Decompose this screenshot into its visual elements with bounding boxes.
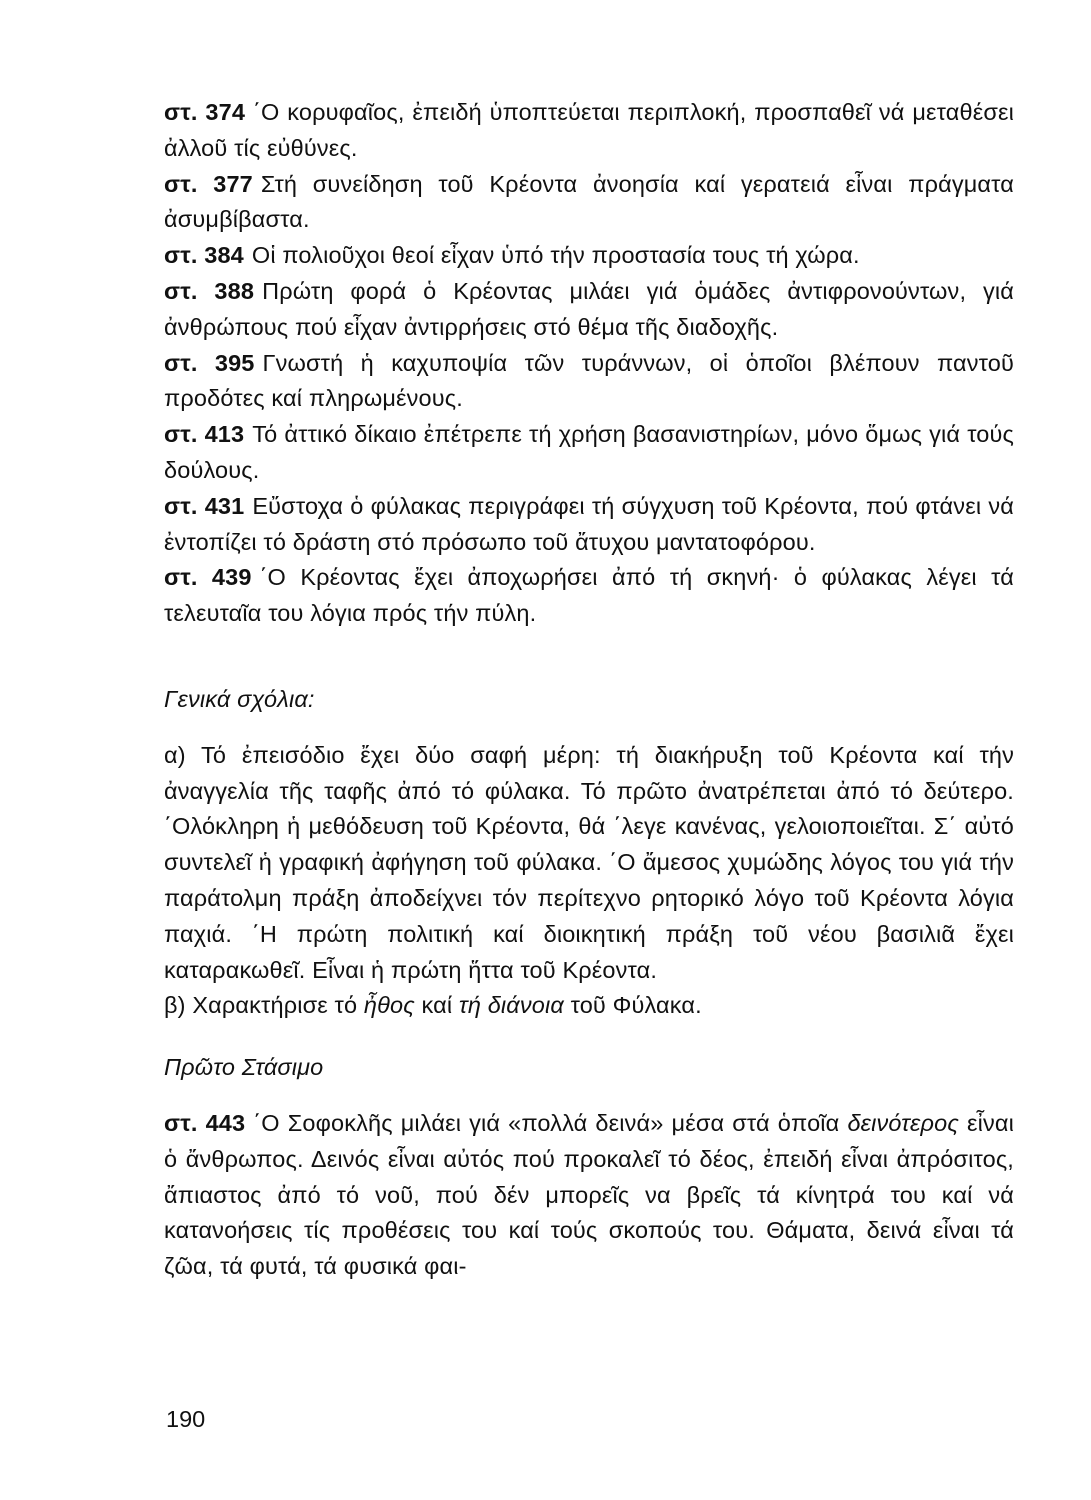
line-ref: στ. 443: [164, 1109, 246, 1136]
note-text: ΄Ο κορυφαῖος, ἐπειδή ὑποπτεύεται περιπλοκή, προσπαθεῖ νά μεταθέσει ἀλλοῦ τίς εὐθύνες.: [164, 99, 1014, 161]
line-ref: στ. 439: [164, 564, 252, 591]
comment-b-end: τοῦ Φύλακα.: [570, 992, 702, 1019]
page-body: [164, 95, 1014, 1285]
note-443-start: ΄Ο Σοφοκλῆς μιλάει γιά «πολλά δεινά» μέσα στά ὁποῖα: [253, 1109, 840, 1136]
comment-b-start: β) Χαρακτήρισε τό: [164, 992, 358, 1019]
note-395: [164, 346, 1014, 418]
first-stasimo-heading: Πρῶτο Στάσιμο: [164, 1054, 324, 1081]
note-374: [164, 95, 1014, 167]
general-comments-heading: Γενικά σχόλια:: [164, 685, 315, 712]
line-ref: στ. 384: [164, 242, 244, 269]
comment-b-ethos: ἦθος: [363, 992, 415, 1019]
note-384: [164, 238, 1014, 274]
line-ref: στ. 388: [164, 277, 255, 304]
note-text: Τό ἀττικό δίκαιο ἐπέτρεπε τή χρήση βασανιστηρίων, μόνο ὅμως γιά τούς δούλους.: [164, 421, 1014, 483]
note-text: Γνωστή ἡ καχυποψία τῶν τυράννων, οἱ ὁποῖοι βλέπουν παντοῦ προδότες καί πληρωμένους.: [164, 349, 1014, 412]
general-comment-b: [164, 988, 1014, 1024]
comment-b-mid: καί: [421, 992, 453, 1019]
note-text: ΄Ο Κρέοντας ἔχει ἀποχωρήσει ἀπό τή σκηνή· ὁ φύλακας λέγει τά τελευταῖα του λόγια πρός τήν πύλη.: [164, 564, 1014, 627]
line-ref: στ. 413: [164, 421, 245, 448]
note-text: Εὔστοχα ὁ φύλακας περιγράφει τή σύγχυση τοῦ Κρέοντα, πού φτάνει νά ἐντοπίζει τό δράστη στό πρόσωπο τοῦ ἄτυχου μαντατοφόρου.: [164, 492, 1014, 555]
page-number: 190: [166, 1406, 206, 1432]
note-413: [164, 417, 1014, 489]
general-comment-a: α) Τό ἐπεισόδιο ἔχει δύο σαφή μέρη: τή διακήρυξη τοῦ Κρέοντα καί τήν ἀναγγελία τῆς ταφῆς ἀπό τό φύλακα. Τό πρῶτο ἀνατρέπεται ἀπό τό δεύτερο. ΄Ολόκληρη ἡ μεθόδευση τοῦ Κρέοντα, θά ΄λεγε κανένας, γελοιοποιεῖται. Σ΄ αὐτό συντελεῖ ἡ γραφική ἀφήγηση τοῦ φύλακα. ΄Ο ἄμεσος χυμώδης λόγος του γιά τήν παράτολμη πράξη ἀποδείχνει τόν περίτεχνο ρητορικό λόγο τοῦ Κρέοντα λόγια παχιά. ΄Η πρώτη πολιτική καί διοικητική πράξη τοῦ νέου βασιλιᾶ ἔχει καταρακωθεῖ. Εἶναι ἡ πρώτη ἥττα τοῦ Κρέοντα.: [164, 741, 1014, 983]
line-ref: στ. 374: [164, 99, 246, 125]
note-443: [164, 1106, 1014, 1285]
line-ref: στ. 377: [164, 170, 253, 197]
note-439: [164, 560, 1014, 632]
line-ref: στ. 395: [164, 349, 255, 376]
note-388: [164, 274, 1014, 346]
notes-list: [164, 95, 1014, 632]
note-431: [164, 489, 1014, 561]
note-377: [164, 167, 1014, 239]
comment-b-dianoia: τή διάνοια: [458, 992, 564, 1019]
note-text: Πρώτη φορά ὁ Κρέοντας μιλάει γιά ὁμάδες ἀντιφρονούντων, γιά ἀνθρώπους πού εἶχαν ἀντιρρήσεις στό θέμα τῆς διαδοχῆς.: [164, 277, 1015, 340]
note-text: Στή συνείδηση τοῦ Κρέοντα ἀνοησία καί γερατειά εἶναι πράγματα ἀσυμβίβαστα.: [164, 170, 1014, 233]
note-443-end: εἶναι ὁ ἄνθρωπος. Δεινός εἶναι αὐτός πού προκαλεῖ τό δέος, ἐπειδή εἶναι ἀπρόσιτος, ἄπιαστος ἀπό τό νοῦ, πού δέν μπορεῖς να βρεῖς τά κίνητρά του καί νά κατανοήσεις τίς προθέσεις του καί τούς σκοπούς του. Θάματα, δεινά εἶναι τά ζῶα, τά φυτά, τά φυσικά φαι-: [164, 1109, 1014, 1280]
line-ref: στ. 431: [164, 492, 245, 519]
note-443-emphasis: δεινότερος: [847, 1109, 959, 1136]
note-text: Οἱ πολιοῦχοι θεοί εἶχαν ὑπό τήν προστασία τους τή χώρα.: [251, 242, 860, 269]
